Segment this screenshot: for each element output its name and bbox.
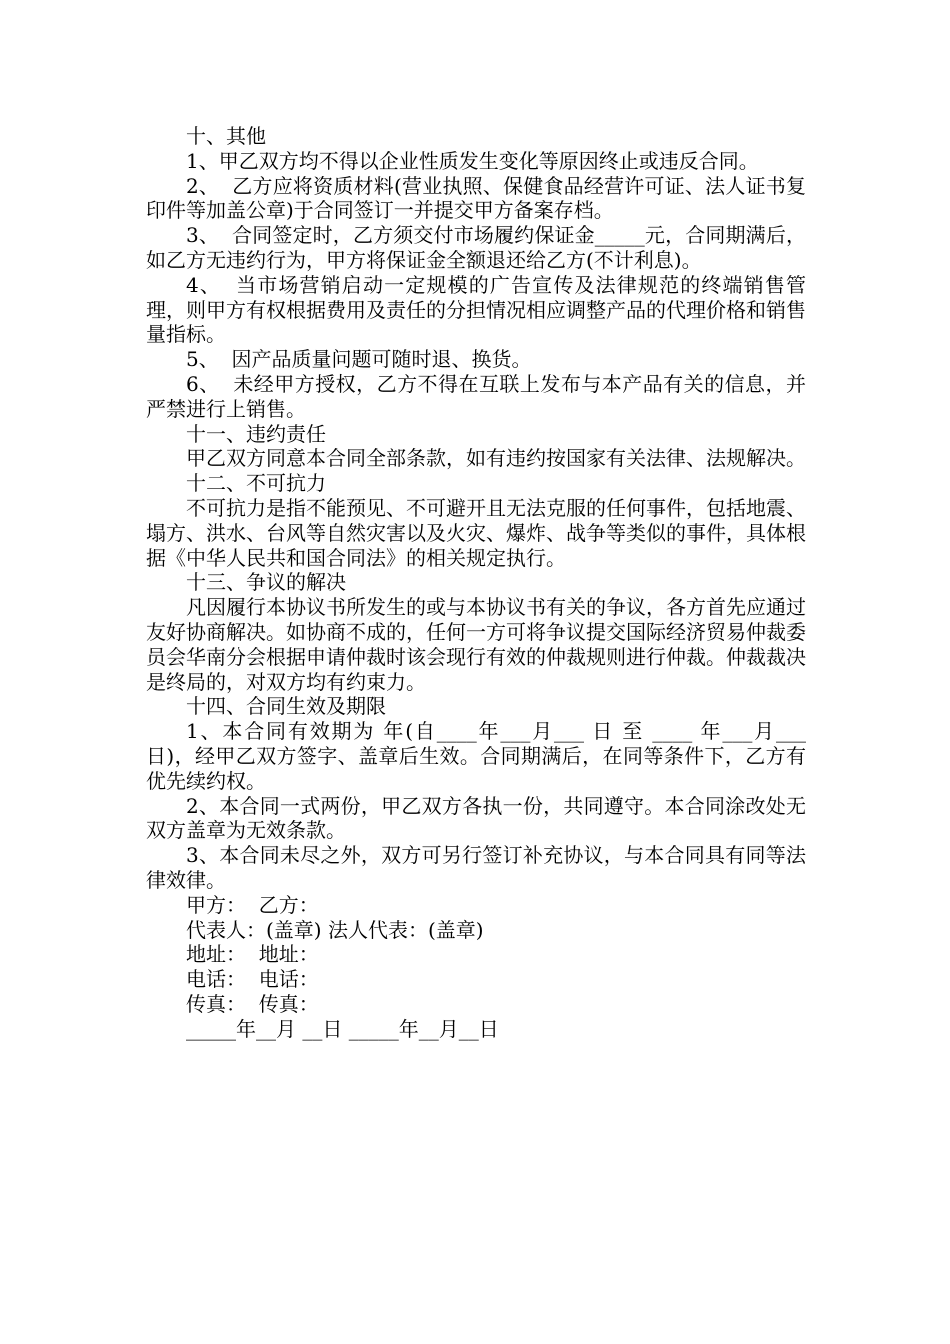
signature-fax: 传真： 传真： — [186, 991, 319, 1016]
section-12-heading: 十二、不可抗力 — [186, 471, 326, 496]
section-13-heading: 十三、争议的解决 — [186, 570, 346, 595]
signature-phone: 电话： 电话： — [186, 967, 319, 992]
section-10-item-4: 4、 当市场营销启动一定规模的广告宣传及法律规范的终端销售管理，则甲方有权根据费用及责任的分担情况相应调整产品的代理价格和销售量指标。 — [146, 272, 806, 347]
signature-address: 地址： 地址： — [186, 942, 319, 967]
signature-parties: 甲方： 乙方： — [186, 892, 319, 917]
section-14-heading: 十四、合同生效及期限 — [186, 694, 386, 719]
section-13-body: 凡因履行本协议书所发生的或与本协议书有关的争议，各方首先应通过友好协商解决。如协商不成的，任何一方可将争议提交国际经济贸易仲裁委员会华南分会根据申请仲裁时该会现行有效的仲裁规则进行仲裁。仲裁裁决是终局的，对双方均有约束力。 — [146, 595, 806, 694]
section-14-item-2: 2、本合同一式两份，甲乙双方各执一份，共同遵守。本合同涂改处无双方盖章为无效条款。 — [146, 793, 806, 843]
section-10-item-6: 6、 未经甲方授权，乙方不得在互联上发布与本产品有关的信息，并严禁进行上销售。 — [146, 371, 806, 421]
section-10-item-1: 1、甲乙双方均不得以企业性质发生变化等原因终止或违反合同。 — [186, 148, 759, 173]
section-14-item-3: 3、本合同未尽之外，双方可另行签订补充协议，与本合同具有同等法律效律。 — [146, 843, 806, 892]
document-page — [146, 124, 813, 1041]
section-12-body: 不可抗力是指不能预见、不可避开且无法克服的任何事件，包括地震、塌方、洪水、台风等自然灾害以及火灾、爆炸、战争等类似的事件，具体根据《中华人民共和国合同法》的相关规定执行。 — [146, 495, 806, 570]
section-11-body: 甲乙双方同意本合同全部条款，如有违约按国家有关法律、法规解决。 — [186, 446, 806, 471]
section-11-heading: 十一、违约责任 — [186, 421, 326, 446]
section-10-heading: 十、其他 — [186, 124, 266, 148]
section-10-item-5: 5、 因产品质量问题可随时退、换货。 — [186, 347, 532, 372]
section-14-item-1: 1、本合同有效期为 年(自____年___月___ 日 至 ____ 年___月___ 日)，经甲乙双方签字、盖章后生效。合同期满后，在同等条件下，乙方有优先续约权。 — [146, 719, 813, 793]
signature-date: _____年__月 __日 _____年__月__日 — [186, 1016, 499, 1041]
signature-representative: 代表人：(盖章) 法人代表：(盖章) — [186, 917, 484, 942]
section-10-item-3: 3、 合同签定时，乙方须交付市场履约保证金_____元，合同期满后，如乙方无违约行为，甲方将保证金全额退还给乙方(不计利息)。 — [146, 223, 806, 272]
section-10-item-2: 2、 乙方应将资质材料(营业执照、保健食品经营许可证、法人证书复印件等加盖公章)于合同签订一并提交甲方备案存档。 — [146, 173, 806, 223]
